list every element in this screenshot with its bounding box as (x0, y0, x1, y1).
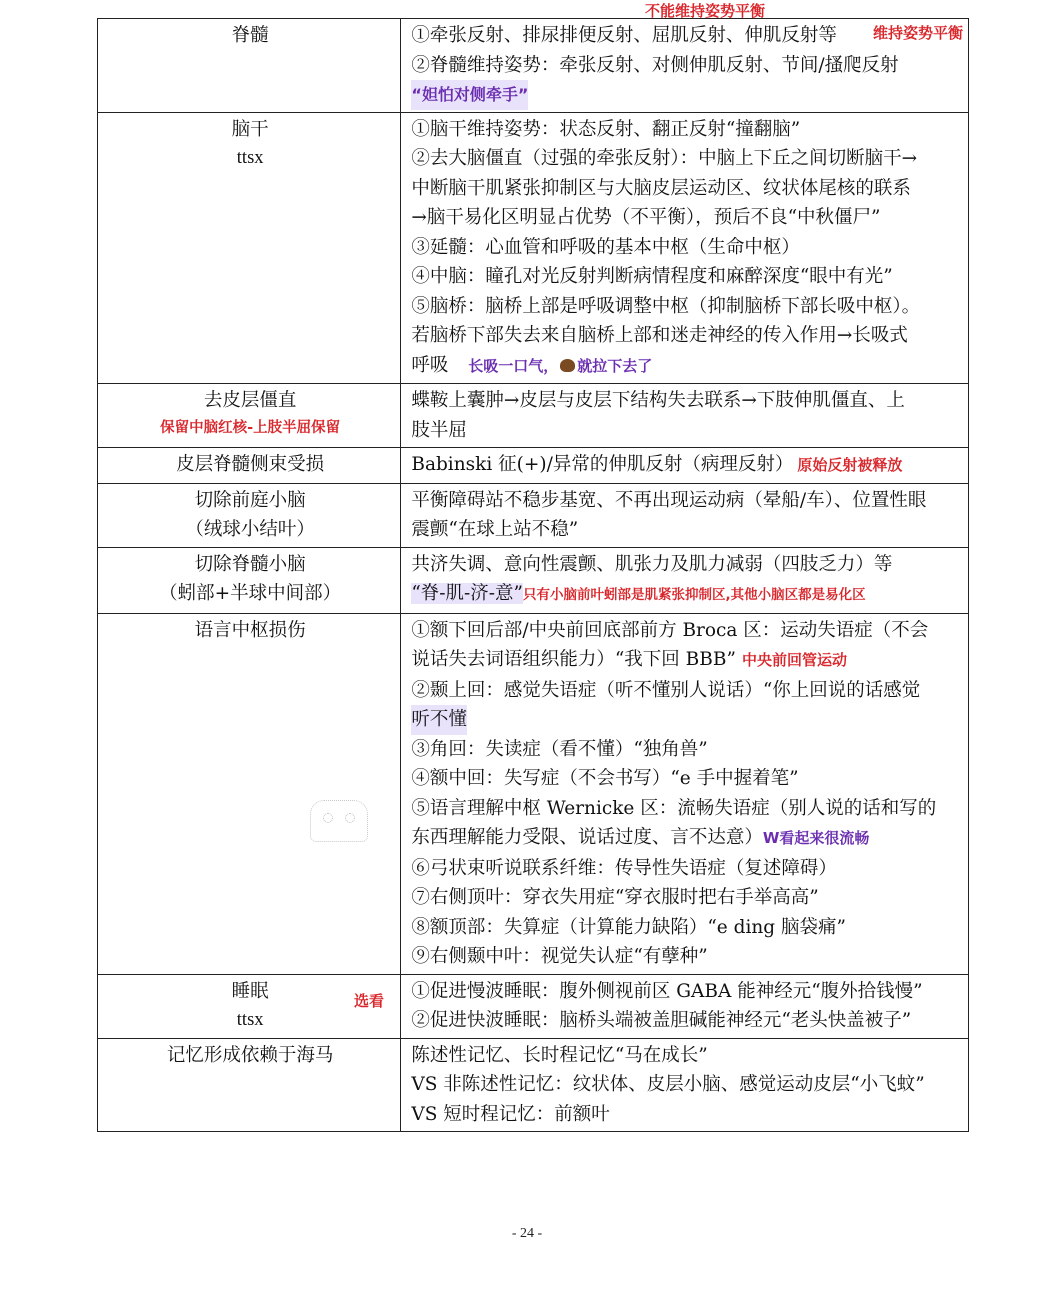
spinal-line-2: ②脊髓维持姿势：牵张反射、对侧伸肌反射、节间/搔爬反射 (411, 54, 899, 76)
table-row (98, 19, 969, 113)
row-label: 切除前庭小脑 （绒球小结叶） (98, 483, 401, 547)
table-row (98, 1038, 969, 1132)
table-row (98, 547, 969, 613)
row-label: 记忆形成依赖于海马 (98, 1038, 401, 1132)
top-annotation: 不能维持姿势平衡 (645, 2, 766, 20)
table-row (98, 112, 969, 384)
row-content: Babinski 征(+)/异常的伸肌反射（病理反射） 原始反射被释放 (401, 448, 969, 484)
spinal-line-1: ①牵张反射、排尿排便反射、屈肌反射、伸肌反射等 (411, 25, 837, 46)
row-content: ①脑干维持姿势：状态反射、翻正反射“撞翻脑” ②去大脑僵直（过强的牵张反射）：中脑上下丘之间切断脑干→ 中断脑干肌紧张抑制区与大脑皮层运动区、纹状体尾核的联系 →脑干易化区明显占优势（不平衡），预后不良“中秋僵尸” ③延髓：心血管和呼吸的基本中枢（生命中枢） ④中脑：瞳孔对光反射判断病情程度和麻醉深度“眼中有光” ⑤脑桥：脑桥上部是呼吸调整中枢（抑制脑桥下部长吸中枢）。 若脑桥下部失去来自脑桥上部和迷走神经的传入作用→长吸式 呼吸 长吸一口气， 就拉下去了 (401, 112, 969, 384)
table-row (98, 974, 969, 1038)
broca-note: 中央前回管运动 (741, 651, 847, 669)
row-content: 共济失调、意向性震颤、肌张力及肌力减弱（四肢乏力）等 “脊-肌-济-意”只有小脑前叶蚓部是肌紧张抑制区,其他小脑区都是易化区 (401, 547, 969, 613)
poop-icon (560, 359, 575, 372)
decortication-note: 保留中脑红核-上肢半屈保留 (160, 419, 341, 436)
optional-note: 选看 (354, 991, 385, 1010)
page-number: - 24 - (511, 1226, 543, 1241)
row-content: 陈述性记忆、长时程记忆“马在成长” VS 非陈述性记忆：纹状体、皮层小脑、感觉运动皮层“小飞蚊” VS 短时程记忆：前额叶 (401, 1038, 969, 1132)
breath-note: 长吸一口气， (468, 356, 559, 375)
row-label: 脊髓 (98, 19, 401, 113)
row-label: 去皮层僵直 保留中脑红核-上肢半屈保留 (98, 384, 401, 448)
table-row (98, 483, 969, 547)
babinski-note: 原始反射被释放 (797, 456, 903, 474)
breath-note-2: 就拉下去了 (577, 356, 653, 375)
table-row (98, 384, 969, 448)
row-label: 脑干 ttsx (98, 112, 401, 384)
row-content (401, 19, 969, 113)
right-annotation: 维持姿势平衡 (873, 24, 964, 42)
faded-stamp-icon (310, 800, 368, 842)
row-label: 语言中枢损伤 (98, 613, 401, 974)
wernicke-note: W看起来很流畅 (762, 829, 870, 847)
row-label: 切除脊髓小脑 （蚓部+半球中间部） (98, 547, 401, 613)
notes-table (97, 18, 969, 1132)
cerebellum-note: 只有小脑前叶蚓部是肌紧张抑制区,其他小脑区都是易化区 (523, 587, 866, 603)
row-content: 平衡障碍站不稳步基宽、不再出现运动病（晕船/车）、位置性眼 震颤“在球上站不稳” (401, 483, 969, 547)
table-row (98, 448, 969, 484)
row-label: 皮层脊髓侧束受损 (98, 448, 401, 484)
table-row (98, 613, 969, 974)
row-label: 睡眠 ttsx 选看 (98, 974, 401, 1038)
row-content: ①额下回后部/中央前回底部前方 Broca 区：运动失语症（不会 说话失去词语组织能力）“我下回 BBB” 中央前回管运动 ②颞上回：感觉失语症（听不懂别人说话）“你上回说的话感觉 听不懂 ③角回：失读症（看不懂）“独角兽” ④额中回：失写症（不会书写）“e 手中握着笔” ⑤语言理解中枢 Wernicke 区：流畅失语症（别人说的话和写的 东西理解能力受限、说话过度、言不达意）W看起来很流畅 ⑥弓状束听说联系纤维：传导性失语症（复述障碍） ⑦右侧顶叶：穿衣失用症“穿衣服时把右手举高高” ⑧额顶部：失算症（计算能力缺陷）“e ding 脑袋痛” ⑨右侧颞中叶：视觉失认症“有孽种” (401, 613, 969, 974)
mnemonic: “妲怕对侧牵手” (411, 80, 528, 110)
row-content: ①促进慢波睡眠：腹外侧视前区 GABA 能神经元“腹外拾钱慢” ②促进快波睡眠：脑桥头端被盖胆碱能神经元“老头快盖被子” (401, 974, 969, 1038)
row-content: 蝶鞍上囊肿→皮层与皮层下结构失去联系→下肢伸肌僵直、上 肢半屈 (401, 384, 969, 448)
